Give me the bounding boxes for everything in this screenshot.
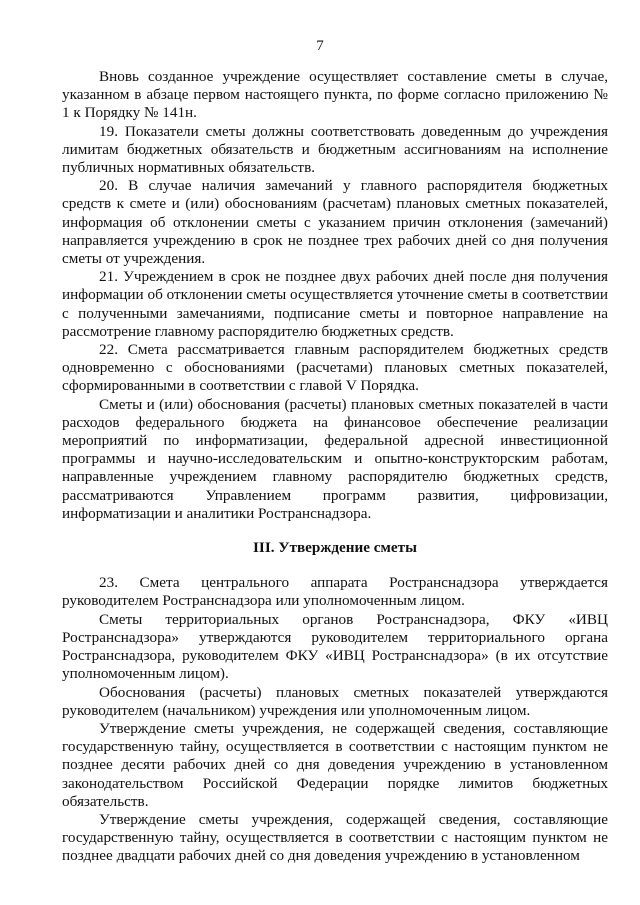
- paragraph-20: 20. В случае наличия замечаний у главного распорядителя бюджетных средств к смете и (или) обоснованиям (расчетам) плановых сметных показателей, информация об отклонении сметы с указанием причин отклонения (замечаний) направляется учреждению в срок не позднее трех рабочих дней со дня получения сметы от учреждения.: [62, 177, 608, 268]
- page-number: 7: [316, 38, 324, 54]
- paragraph-23-territorial: Сметы территориальных органов Ространснадзора, ФКУ «ИВЦ Ространснадзора» утверждаются руководителем территориального органа Ространснадзора, руководителем ФКУ «ИВЦ Ространснадзора» (в их отсутствие уполномоченным лицом).: [62, 610, 608, 683]
- paragraph-23-secret: Утверждение сметы учреждения, содержащей сведения, составляющие государственную тайну, осуществляется в соответствии с настоящим пунктом не позднее двадцати рабочих дней со дня доведения учреждению в установленном: [62, 810, 608, 865]
- paragraph-new-institution: Вновь созданное учреждение осуществляет составление сметы в случае, указанном в абзаце первом настоящего пункта, по форме согласно приложению № 1 к Порядку № 141н.: [62, 68, 608, 122]
- paragraph-22: 22. Смета рассматривается главным распорядителем бюджетных средств одновременно с обоснованиями (расчетами) плановых сметных показателей, сформированными в соответствии с главой V Порядка.: [62, 341, 608, 395]
- paragraph-22-estimates: Сметы и (или) обоснования (расчеты) плановых сметных показателей в части расходов федерального бюджета на финансовое обеспечение реализации мероприятий по информатизации, федеральной адресной инвестиционной программы и научно-исследовательским и опытно-конструкторским работам, направленные учреждением главному распорядителю бюджетных средств, рассматриваются Управлением программ развития, цифровизации, информатизации и аналитики Ространснадзора.: [62, 395, 608, 522]
- paragraph-21: 21. Учреждением в срок не позднее двух рабочих дней после дня получения информации об отклонении сметы осуществляется уточнение сметы в соответствии с полученными замечаниями, подписание сметы и повторное направление на рассмотрение главному распорядителю бюджетных средств.: [62, 268, 608, 340]
- spacer: [62, 557, 608, 574]
- spacer: [62, 523, 608, 539]
- paragraph-19: 19. Показатели сметы должны соответствовать доведенным до учреждения лимитам бюджетных обязательств и бюджетным ассигнованиям на исполнение публичных нормативных обязательств.: [62, 122, 608, 177]
- paragraph-23-non-secret: Утверждение сметы учреждения, не содержащей сведения, составляющие государственную тайну, осуществляется в соответствии с настоящим пунктом не позднее десяти рабочих дней со дня доведения учреждению в установленном законодательством Российской Федерации порядке лимитов бюджетных обязательств.: [62, 719, 608, 810]
- paragraph-23: 23. Смета центрального аппарата Ространснадзора утверждается руководителем Ространснадзора или уполномоченным лицом.: [62, 574, 608, 610]
- section-heading: III. Утверждение сметы: [253, 539, 417, 557]
- paragraph-23-justifications: Обоснования (расчеты) плановых сметных показателей утверждаются руководителем (начальником) учреждения или уполномоченным лицом.: [62, 683, 608, 719]
- document-body: [62, 68, 608, 866]
